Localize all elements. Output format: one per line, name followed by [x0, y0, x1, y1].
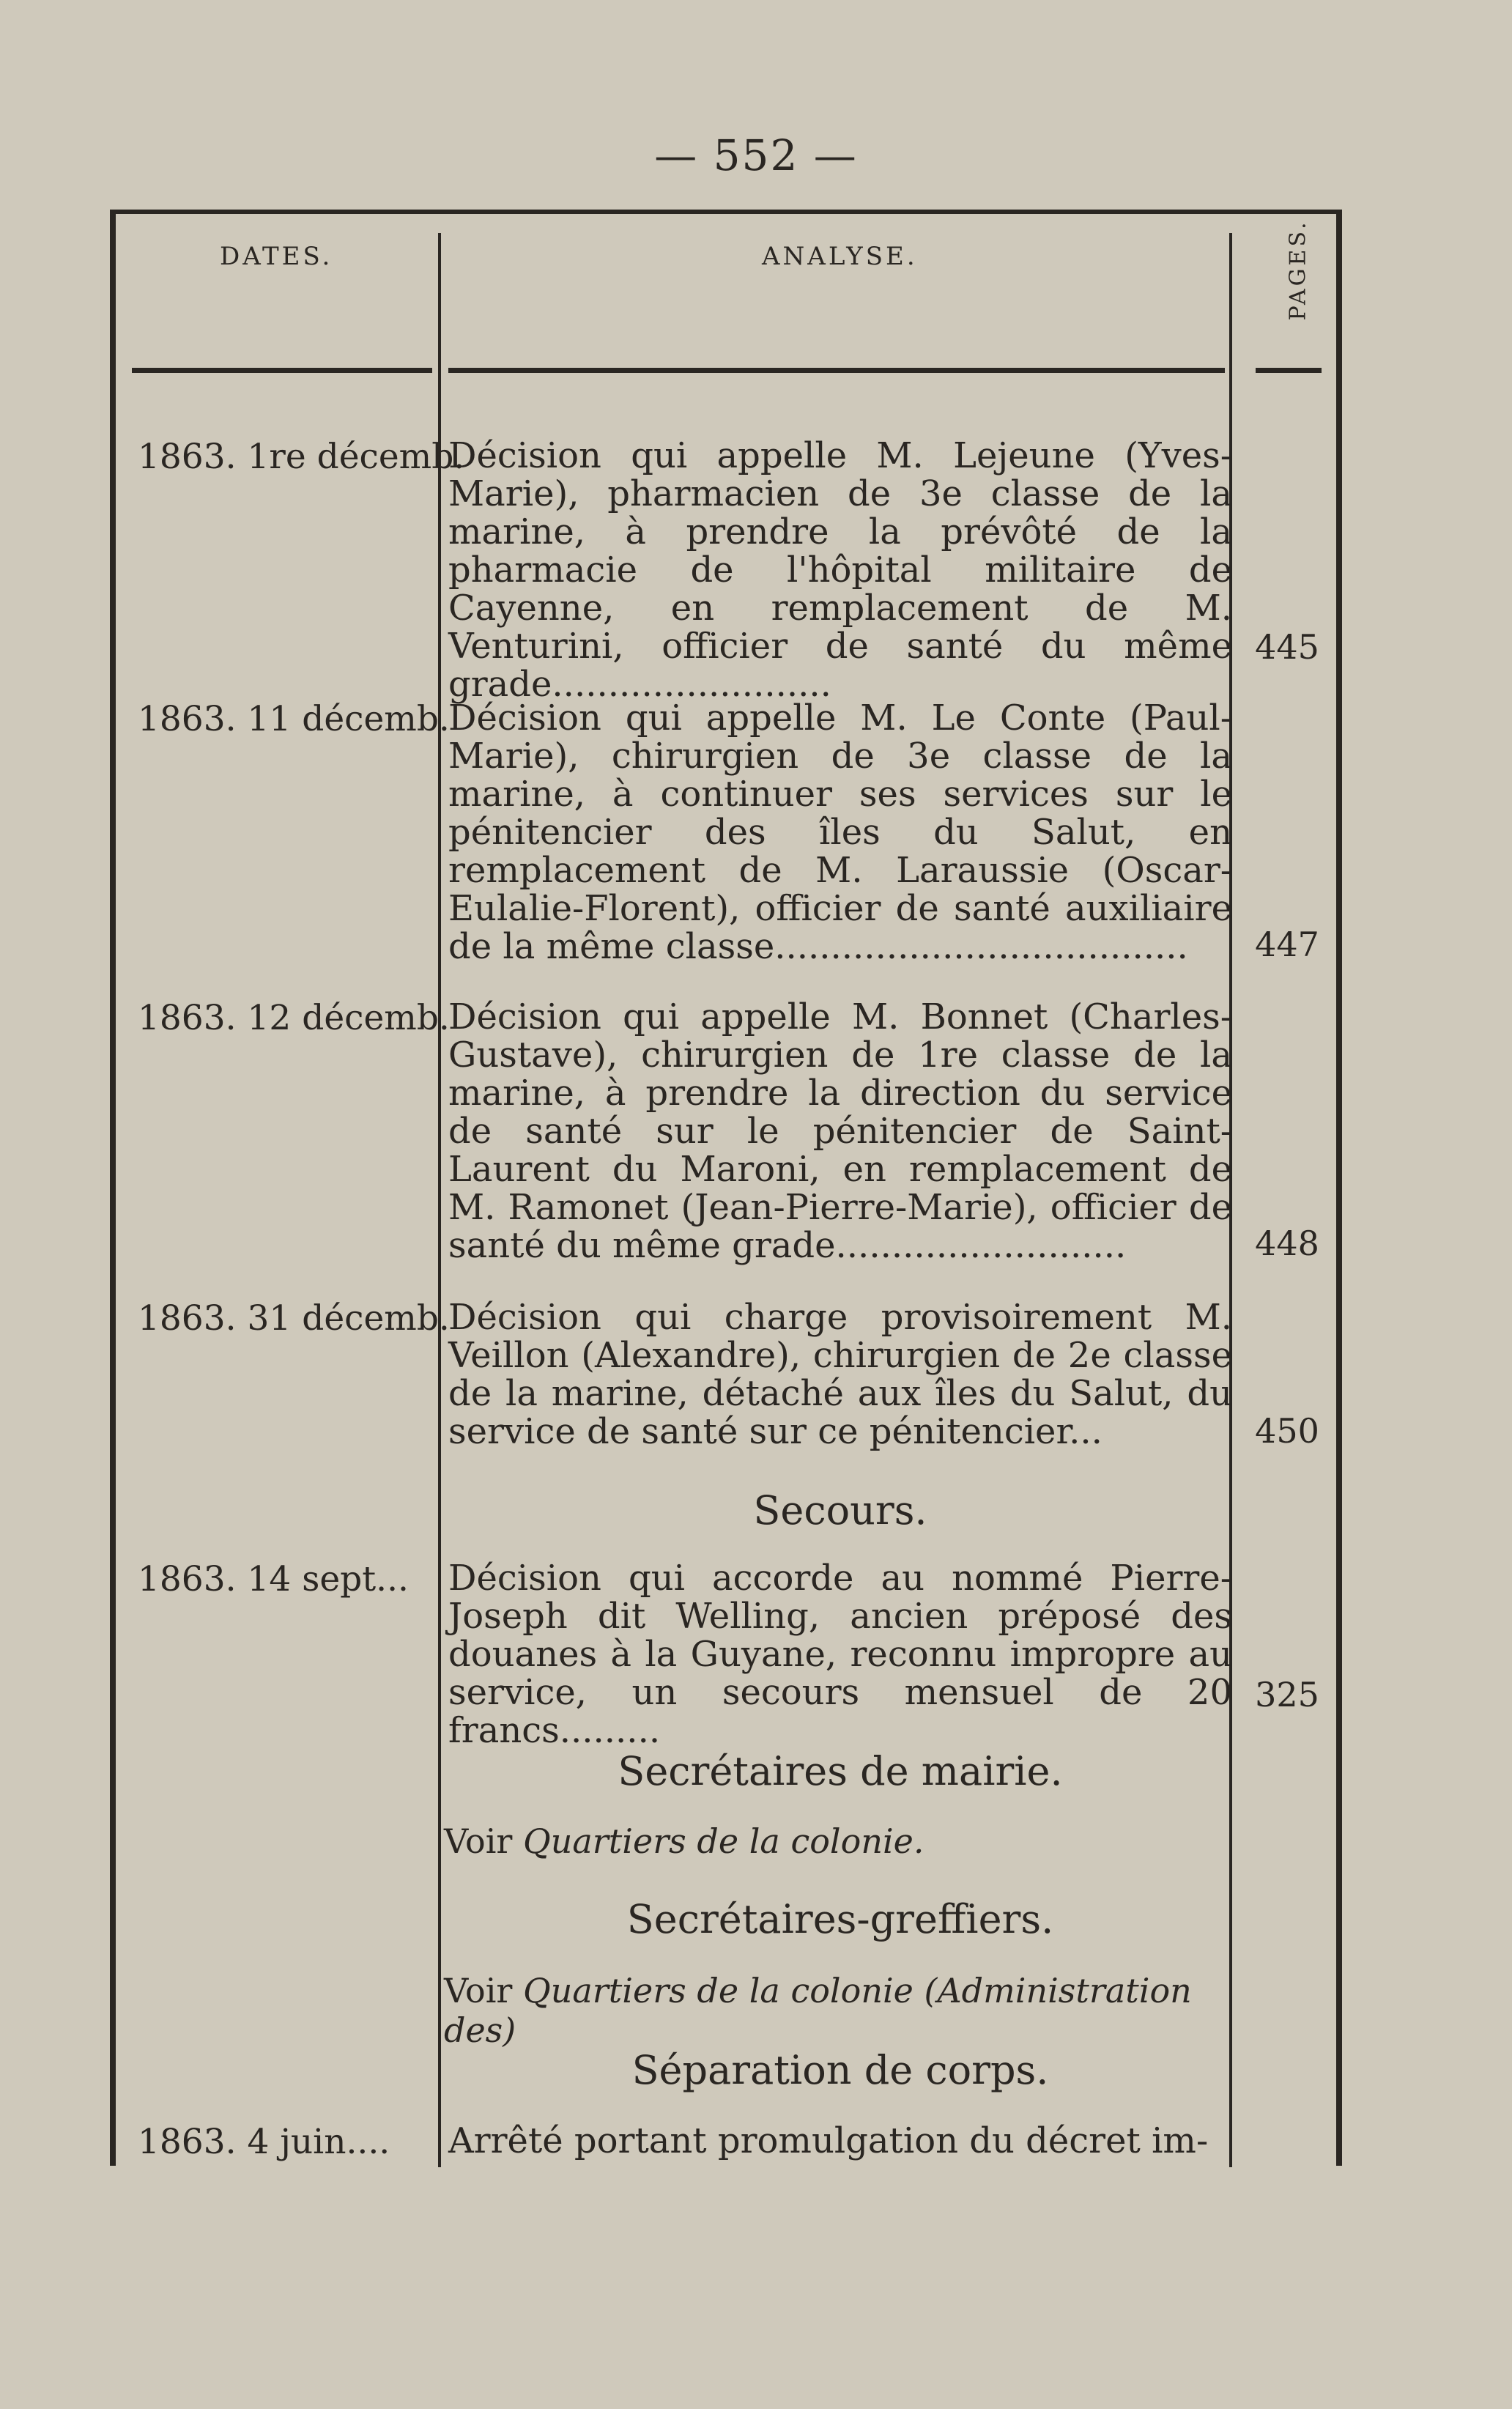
- entry-page: 448: [1255, 1224, 1319, 1263]
- see-also-mairie: [444, 1821, 1242, 1861]
- see-also-greffiers: [444, 1971, 1242, 2050]
- entry-page: 447: [1255, 925, 1319, 964]
- see-also-reference: Quartiers de la colonie.: [523, 1821, 924, 1861]
- entry-date: 1863. 31 décemb.: [138, 1298, 450, 1339]
- header-rule-pages: [1256, 368, 1322, 373]
- entry-date: 1863. 12 décemb.: [138, 998, 450, 1038]
- see-also-prefix: Voir: [444, 1821, 524, 1861]
- entry-text: Décision qui appelle M. Le Conte (Paul-Marie), chirurgien de 3e classe de la marine, à continuer ses services sur le pénitencier des îles du Salut, en remplacement de M. Laraussie (Oscar-Eulalie-Florent), officier de santé auxiliaire de la même classe.....................................: [448, 697, 1232, 967]
- entry-page: 325: [1255, 1675, 1319, 1714]
- entry-date: 1863. 4 juin....: [138, 2122, 390, 2162]
- header-pages: PAGES.: [1285, 219, 1311, 321]
- header-rule-dates: [132, 368, 432, 373]
- section-heading-secours: Secours.: [753, 1487, 927, 1533]
- entry-text: Décision qui accorde au nommé Pierre-Joseph dit Welling, ancien préposé des douanes à la Guyane, reconnu impropre au service, un secours mensuel de 20 francs.........: [448, 1558, 1232, 1751]
- entry-page: 445: [1255, 627, 1319, 667]
- section-heading-secretaires-mairie: Secrétaires de mairie.: [618, 1748, 1063, 1794]
- entry-date: 1863. 14 sept...: [138, 1559, 409, 1599]
- entry-date: 1863. 1re décemb.: [138, 437, 465, 477]
- page-number: — 552 —: [654, 130, 858, 180]
- entry-text: Décision qui charge provisoirement M. Veillon (Alexandre), chirurgien de 2e classe de la marine, détaché aux îles du Salut, du service de santé sur ce pénitencier...: [448, 1297, 1232, 1452]
- entry-text: Décision qui appelle M. Bonnet (Charles-Gustave), chirurgien de 1re classe de la marine, à prendre la direction du service de santé sur le pénitencier de Saint-Laurent du Maroni, en remplacement de M. Ramonet (Jean-Pierre-Marie), officier de santé du même grade..........................: [448, 996, 1232, 1266]
- section-heading-separation: Séparation de corps.: [631, 2047, 1049, 2093]
- header-rule-analyse: [448, 368, 1225, 373]
- header-dates: DATES.: [220, 242, 333, 271]
- see-also-prefix: Voir: [444, 1971, 524, 2010]
- header-analyse: ANALYSE.: [762, 242, 918, 271]
- entry-date: 1863. 11 décemb.: [138, 699, 450, 739]
- column-divider-dates: [438, 233, 441, 2167]
- entry-page: 450: [1255, 1411, 1319, 1451]
- entry-text: Décision qui appelle M. Lejeune (Yves-Marie), pharmacien de 3e classe de la marine, à prendre la prévôté de la pharmacie de l'hôpital militaire de Cayenne, en remplacement de M. Venturini, officier de santé du même grade.........................: [448, 435, 1232, 705]
- see-also-reference: Quartiers de la colonie (Administration des): [444, 1971, 1192, 2050]
- entry-text: Arrêté portant promulgation du décret im-: [448, 2120, 1209, 2161]
- section-heading-secretaires-greffiers: Secrétaires-greffiers.: [626, 1896, 1054, 1942]
